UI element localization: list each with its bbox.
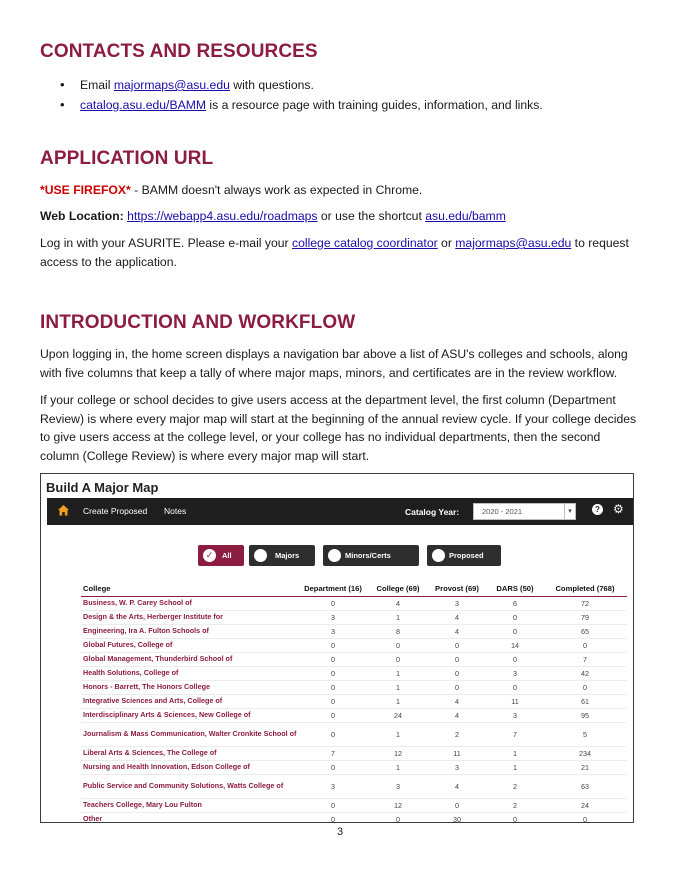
count-cell: 79 [543,610,627,624]
table-row [81,610,627,624]
count-cell: 3 [487,666,543,680]
count-cell: 3 [297,610,369,624]
count-cell: 3 [427,760,487,774]
college-link[interactable]: Integrative Sciences and Arts, College of [83,695,223,705]
count-cell: 1 [487,760,543,774]
contacts-list [40,75,640,115]
count-cell: 0 [427,638,487,652]
college-link[interactable]: Public Service and Community Solutions, Watts College of [83,780,284,790]
count-cell: 0 [297,680,369,694]
filter-proposed-button[interactable]: Proposed [427,545,501,566]
count-cell: 3 [297,624,369,638]
table-row [81,666,627,680]
college-tally-table [81,581,627,823]
roadmaps-link[interactable]: https://webapp4.asu.edu/roadmaps [127,209,318,223]
count-cell: 3 [427,596,487,610]
college-name-cell [81,610,297,624]
gear-icon[interactable]: ⚙ [613,502,624,516]
count-cell: 21 [543,760,627,774]
count-cell: 0 [369,638,427,652]
count-cell: 1 [369,694,427,708]
count-cell: 0 [543,680,627,694]
count-cell: 0 [487,812,543,823]
column-header[interactable]: Provost (69) [427,581,487,596]
college-name-cell [81,746,297,760]
count-cell: 0 [297,722,369,746]
count-cell: 1 [369,680,427,694]
intro-heading: INTRODUCTION AND WORKFLOW [40,312,356,333]
table-row [81,798,627,812]
count-cell: 0 [487,652,543,666]
college-name-cell [81,722,297,746]
college-name-cell [81,652,297,666]
table-row [81,708,627,722]
intro-paragraph-2: If your college or school decides to give users access at the department level, the first column (Department Review) is where every major map will start at the beginning of the annual review cycle. If your college decides to give users access at the college level, or your college has no individual departments, then the second column (College Review) is where every major map will start. [40,393,637,463]
count-cell: 0 [427,798,487,812]
count-cell: 7 [487,722,543,746]
count-cell: 1 [369,760,427,774]
count-cell: 0 [487,610,543,624]
count-cell: 7 [543,652,627,666]
column-header[interactable]: DARS (50) [487,581,543,596]
column-header[interactable]: College (69) [369,581,427,596]
firefox-note: *USE FIREFOX* - BAMM doesn't always work as expected in Chrome. [40,183,423,197]
page-number: 3 [336,826,344,838]
college-name-cell [81,812,297,823]
app-title: Build A Major Map [46,480,159,495]
email-link[interactable]: majormaps@asu.edu [113,78,230,92]
count-cell: 0 [543,812,627,823]
college-link[interactable]: Honors - Barrett, The Honors College [83,681,210,691]
college-name-cell [81,694,297,708]
count-cell: 0 [297,812,369,823]
table-row [81,694,627,708]
count-cell: 0 [543,638,627,652]
college-link[interactable]: Engineering, Ira A. Fulton Schools of [83,625,209,635]
college-link[interactable]: Business, W. P. Carey School of [83,597,192,607]
count-cell: 24 [543,798,627,812]
catalog-year-label: Catalog Year: [405,507,460,517]
count-cell: 1 [369,722,427,746]
college-name-cell [81,774,297,798]
college-name-cell [81,760,297,774]
count-cell: 4 [427,694,487,708]
college-link[interactable]: Interdisciplinary Arts & Sciences, New College of [83,709,251,719]
count-cell: 0 [297,708,369,722]
count-cell: 4 [427,624,487,638]
help-icon[interactable]: ? [592,504,603,515]
count-cell: 1 [487,746,543,760]
count-cell: 11 [487,694,543,708]
table-row [81,746,627,760]
college-link[interactable]: Global Futures, College of [83,639,173,649]
list-item: • catalog.asu.edu/BAMM is a resource page with training guides, information, and links. [40,95,640,115]
column-header[interactable]: College [81,581,297,596]
radio-icon [432,549,445,562]
email-link[interactable]: majormaps@asu.edu [455,236,572,250]
count-cell: 0 [369,812,427,823]
table-row [81,812,627,823]
table-row [81,652,627,666]
count-cell: 65 [543,624,627,638]
college-link[interactable]: Teachers College, Mary Lou Fulton [83,799,202,809]
bamm-screenshot [40,473,634,823]
count-cell: 5 [543,722,627,746]
create-proposed-link[interactable]: Create Proposed [83,506,148,516]
count-cell: 12 [369,798,427,812]
catalog-year-select[interactable]: 2020 - 2021 ▾ [473,503,576,520]
count-cell: 63 [543,774,627,798]
count-cell: 2 [487,774,543,798]
count-cell: 0 [297,596,369,610]
list-item: • Email majormaps@asu.edu with questions. [40,75,640,95]
shortcut-link[interactable]: asu.edu/bamm [425,209,506,223]
count-cell: 0 [427,666,487,680]
table-row [81,624,627,638]
count-cell: 4 [427,708,487,722]
chevron-down-icon: ▾ [564,504,575,519]
count-cell: 234 [543,746,627,760]
count-cell: 0 [487,624,543,638]
count-cell: 7 [297,746,369,760]
count-cell: 14 [487,638,543,652]
count-cell: 3 [487,708,543,722]
nav-bar [47,498,633,525]
filter-majors-button[interactable]: Majors [249,545,315,566]
table-body [81,596,627,823]
count-cell: 2 [487,798,543,812]
column-header[interactable]: Completed (768) [543,581,627,596]
coordinator-link[interactable]: college catalog coordinator [291,236,438,250]
count-cell: 3 [297,774,369,798]
count-cell: 4 [427,610,487,624]
count-cell: 0 [297,638,369,652]
count-cell: 72 [543,596,627,610]
table-row [81,760,627,774]
radio-icon [254,549,267,562]
filter-minors-certs-button[interactable]: Minors/Certs [323,545,419,566]
column-header[interactable]: Department (16) [297,581,369,596]
count-cell: 0 [297,798,369,812]
count-cell: 0 [297,760,369,774]
count-cell: 0 [297,694,369,708]
college-link[interactable]: Design & the Arts, Herberger Institute for [83,611,223,621]
college-name-cell [81,624,297,638]
web-location: Web Location: https://webapp4.asu.edu/roadmaps or use the shortcut asu.edu/bamm [40,209,506,223]
table-row [81,722,627,746]
college-name-cell [81,666,297,680]
count-cell: 3 [369,774,427,798]
count-cell: 0 [297,652,369,666]
count-cell: 0 [297,666,369,680]
count-cell: 8 [369,624,427,638]
college-link[interactable]: Liberal Arts & Sciences, The College of [83,747,217,757]
login-paragraph: Log in with your ASURITE. Please e-mail your college catalog coordinator or majormaps@asu.edu to request access to the application. [40,236,629,269]
home-icon[interactable] [57,504,70,517]
count-cell: 0 [487,680,543,694]
contacts-heading: CONTACTS AND RESOURCES [40,41,318,62]
count-cell: 24 [369,708,427,722]
count-cell: 4 [427,774,487,798]
filter-all-button[interactable]: ✓ All [198,545,244,566]
college-link[interactable]: Journalism & Mass Communication, Walter Cronkite School of [83,728,297,738]
table-row [81,638,627,652]
college-name-cell [81,638,297,652]
college-link[interactable]: Other [83,813,103,823]
table-row [81,680,627,694]
college-name-cell [81,708,297,722]
catalog-link[interactable]: catalog.asu.edu/BAMM [80,98,207,112]
table-header-row [81,581,627,596]
college-link[interactable]: Global Management, Thunderbird School of [83,653,233,663]
application-url-heading: APPLICATION URL [40,148,214,169]
college-name-cell [81,798,297,812]
college-name-cell [81,680,297,694]
intro-paragraph-1: Upon logging in, the home screen displays a navigation bar above a list of ASU's colleges and schools, along with five columns that keep a tally of where major maps, minors, and certificates are in the review workflow. [40,347,628,380]
count-cell: 61 [543,694,627,708]
count-cell: 11 [427,746,487,760]
radio-icon [328,549,341,562]
count-cell: 95 [543,708,627,722]
table-row [81,596,627,610]
count-cell: 1 [369,610,427,624]
count-cell: 1 [369,666,427,680]
count-cell: 2 [427,722,487,746]
count-cell: 0 [427,680,487,694]
count-cell: 30 [427,812,487,823]
count-cell: 6 [487,596,543,610]
count-cell: 12 [369,746,427,760]
notes-link[interactable]: Notes [164,506,187,516]
count-cell: 0 [427,652,487,666]
college-name-cell [81,596,297,610]
college-link[interactable]: Nursing and Health Innovation, Edson College of [83,761,250,771]
college-link[interactable]: Health Solutions, College of [83,667,179,677]
count-cell: 0 [369,652,427,666]
table-row [81,774,627,798]
count-cell: 4 [369,596,427,610]
checkmark-icon: ✓ [203,549,216,562]
count-cell: 42 [543,666,627,680]
